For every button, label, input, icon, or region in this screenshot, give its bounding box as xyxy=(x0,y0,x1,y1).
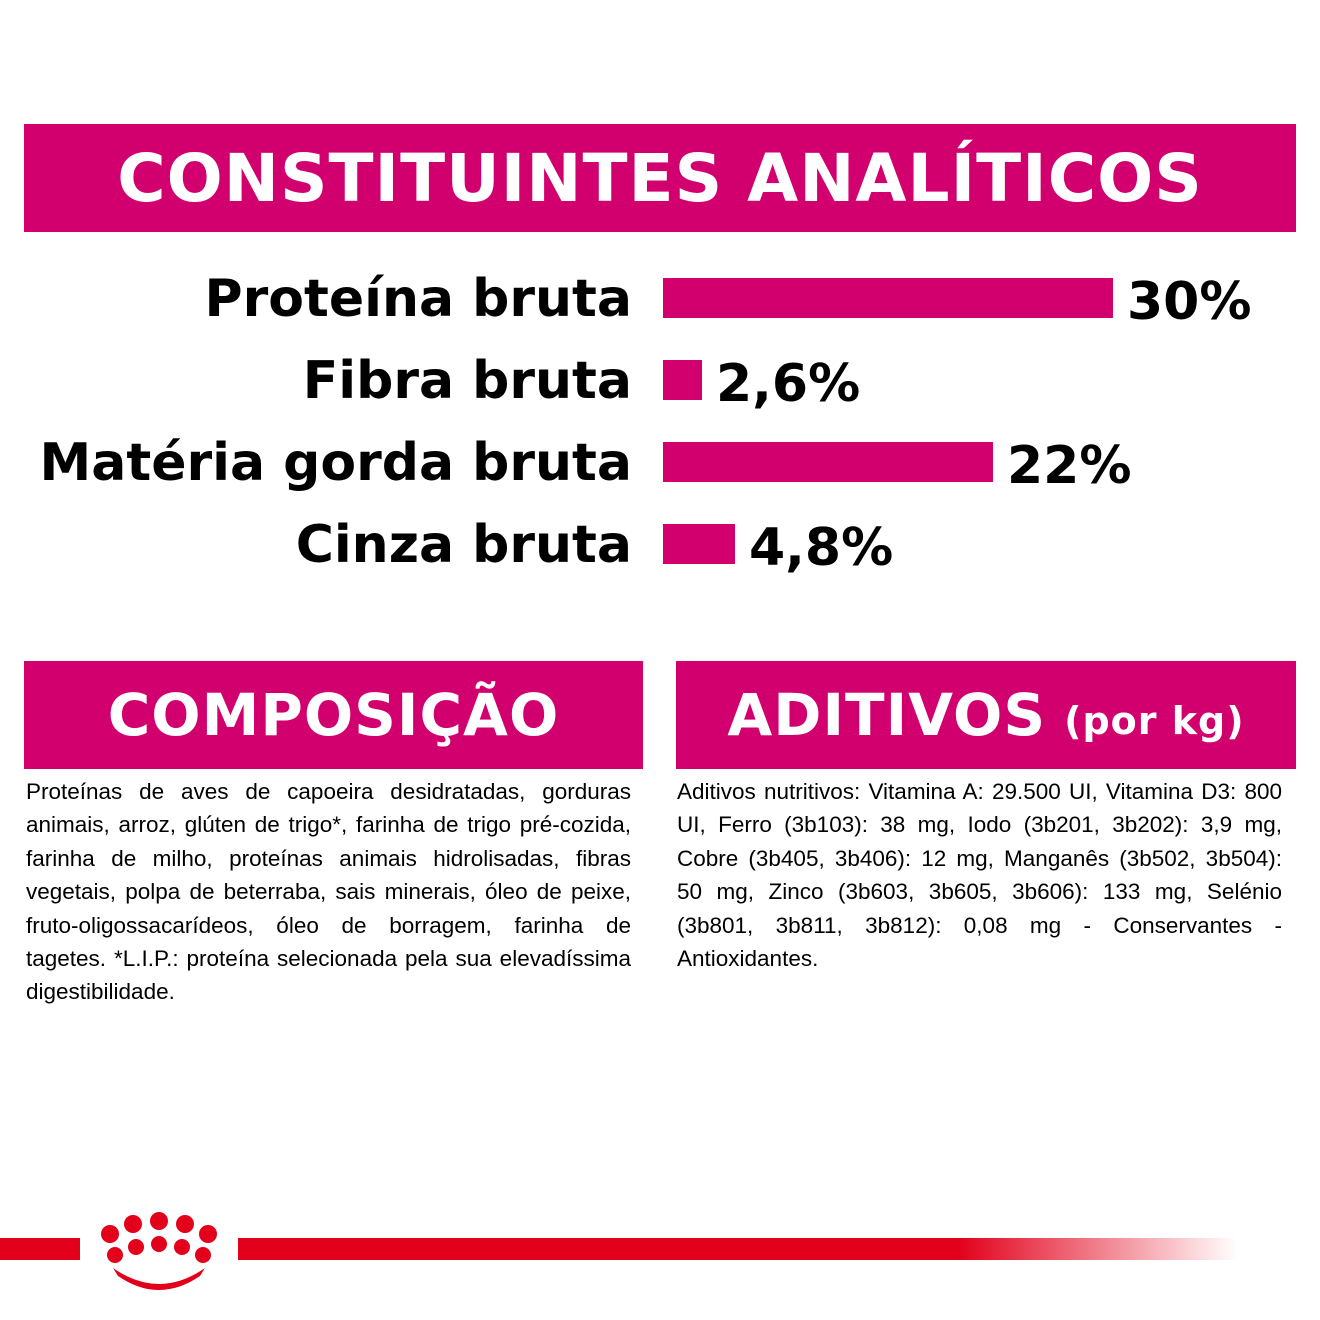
value-label: 30% xyxy=(1127,272,1252,332)
royal-canin-crown-icon xyxy=(101,1212,217,1290)
value-label: 22% xyxy=(1007,436,1132,496)
category-label: Matéria gorda bruta xyxy=(39,433,632,493)
category-label: Fibra bruta xyxy=(302,351,632,411)
additives-text: Aditivos nutritivos: Vitamina A: 29.500 UI, Vitamina D3: 800 UI, Ferro (3b103): 38 mg, Iodo (3b201, 3b202): 3,9 mg, Cobre (3b405, 3b406): 12 mg, Manganês (3b502, 3b504): 50 mg, Zinco (3b603, 3b605, 3b606): 133 mg, Selénio (3b801, 3b811, 3b812): 0,08 mg - Conservantes - Antioxidantes. xyxy=(677,779,1282,972)
additives-title: ADITIVOS xyxy=(727,681,1047,749)
bar xyxy=(663,524,735,564)
bar xyxy=(663,360,702,400)
analytics-header xyxy=(24,124,1296,232)
footer-line-right xyxy=(238,1238,1238,1260)
value-label: 2,6% xyxy=(716,354,861,414)
composition-header xyxy=(24,661,643,769)
chart-canvas xyxy=(0,250,1320,600)
footer-line-left xyxy=(0,1238,80,1260)
bar xyxy=(663,278,1113,318)
additives-header xyxy=(676,661,1296,769)
additives-unit: (por kg) xyxy=(1064,699,1245,743)
category-label: Cinza bruta xyxy=(295,515,632,575)
footer-graphic xyxy=(0,1200,1320,1290)
category-label: Proteína bruta xyxy=(204,269,632,329)
analytics-bar-chart xyxy=(0,250,1320,600)
analytics-title: CONSTITUINTES ANALÍTICOS xyxy=(117,139,1203,217)
value-label: 4,8% xyxy=(749,518,894,578)
footer xyxy=(0,1200,1320,1290)
composition-text: Proteínas de aves de capoeira desidratadas, gorduras animais, arroz, glúten de trigo*, farinha de trigo pré-cozida, farinha de milho, proteínas animais hidrolisadas, fibras vegetais, polpa de beterraba, sais minerais, óleo de peixe, fruto-oligossacarídeos, óleo de borragem, farinha de tagetes. *L.I.P.: proteína selecionada pela sua elevadíssima digestibilidade. xyxy=(26,779,631,1005)
composition-title: COMPOSIÇÃO xyxy=(107,681,560,749)
bar xyxy=(663,442,993,482)
